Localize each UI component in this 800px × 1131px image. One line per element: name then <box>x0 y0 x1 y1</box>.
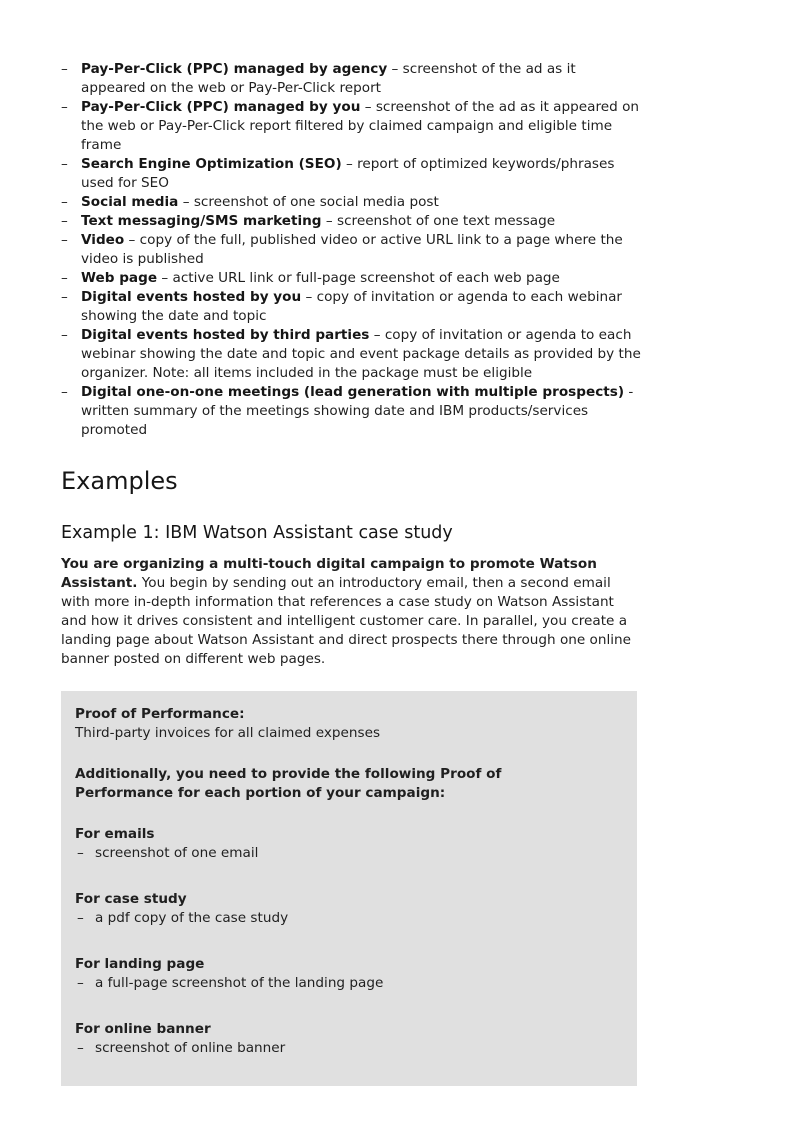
proof-group-title: For landing page <box>75 956 205 972</box>
list-item <box>61 155 641 193</box>
dash-bullet: – <box>61 270 68 286</box>
proof-group-title: For online banner <box>75 1021 211 1037</box>
list-item-description: – screenshot of the ad as it appeared on the web or Pay-Per-Click report filtered by claimed campaign and eligible time frame <box>81 99 639 153</box>
list-item-term: Digital one-on-one meetings (lead generation with multiple prospects) <box>81 384 625 400</box>
proof-heading: Proof of Performance: <box>75 706 245 722</box>
list-item <box>61 288 641 326</box>
list-item <box>61 231 641 269</box>
dash-bullet: – <box>77 910 84 926</box>
list-item-description: – screenshot of the ad as it appeared on the web or Pay-Per-Click report <box>81 61 576 96</box>
dash-bullet: – <box>61 61 68 77</box>
dash-bullet: – <box>61 289 68 305</box>
dash-bullet: – <box>61 99 68 115</box>
list-item-description: – copy of the full, published video or active URL link to a page where the video is published <box>81 232 623 267</box>
proof-group-item-text: a full-page screenshot of the landing page <box>95 975 384 991</box>
proof-group-emails <box>75 825 623 863</box>
list-item-term: Web page <box>81 270 158 286</box>
dash-bullet: – <box>61 384 68 400</box>
dash-bullet: – <box>77 1040 84 1056</box>
proof-group-item <box>75 1039 623 1058</box>
list-item-term: Text messaging/SMS marketing <box>81 213 322 229</box>
list-item-term: Digital events hosted by third parties <box>81 327 370 343</box>
proof-group-item-text: screenshot of one email <box>95 845 259 861</box>
list-item-term: Digital events hosted by you <box>81 289 302 305</box>
list-item-term: Pay-Per-Click (PPC) managed by you <box>81 99 361 115</box>
list-item-description: – copy of invitation or agenda to each webinar showing the date and topic and event package details as provided by the organizer. Note: all items included in the package must be eligible <box>81 327 641 381</box>
list-item-description: – copy of invitation or agenda to each webinar showing the date and topic <box>81 289 623 324</box>
list-item-term: Video <box>81 232 125 248</box>
proof-group-case-study <box>75 890 623 928</box>
list-item <box>61 269 641 288</box>
list-item <box>61 383 641 440</box>
list-item-description: – active URL link or full-page screenshot of each web page <box>157 270 560 286</box>
section-title: Examples <box>61 467 178 495</box>
dash-bullet: – <box>61 156 68 172</box>
list-item-term: Social media <box>81 194 179 210</box>
proof-group-title: For emails <box>75 826 155 842</box>
proof-group-title: For case study <box>75 891 187 907</box>
proof-group-landing-page <box>75 955 623 993</box>
dash-bullet: – <box>77 975 84 991</box>
proof-group-online-banner <box>75 1020 623 1058</box>
list-item <box>61 193 641 212</box>
proof-group-item <box>75 974 623 993</box>
dash-bullet: – <box>77 845 84 861</box>
proof-group-item <box>75 909 623 928</box>
list-item-term: Search Engine Optimization (SEO) <box>81 156 342 172</box>
list-item-description: – screenshot of one text message <box>321 213 556 229</box>
list-item <box>61 326 641 383</box>
dash-bullet: – <box>61 232 68 248</box>
dash-bullet: – <box>61 194 68 210</box>
proof-subtext: Third-party invoices for all claimed expenses <box>75 725 381 741</box>
list-item-description: – report of optimized keywords/phrases used for SEO <box>81 156 615 191</box>
proof-group-item <box>75 844 623 863</box>
list-item-description: - written summary of the meetings showing date and IBM products/services promoted <box>81 384 634 438</box>
intro-lead-sentence: You are organizing a multi-touch digital campaign to promote Watson Assistant. <box>61 556 597 591</box>
dash-bullet: – <box>61 327 68 343</box>
list-item <box>61 98 641 155</box>
proof-requirements-list <box>61 60 641 440</box>
proof-group-item-text: screenshot of online banner <box>95 1040 286 1056</box>
intro-body: You begin by sending out an introductory email, then a second email with more in-depth information that references a case study on Watson Assistant and how it drives consistent and intelligent customer care. In parallel, you create a landing page about Watson Assistant and direct prospects there through one online banner posted on different web pages. <box>61 575 632 667</box>
proof-of-performance-box <box>61 691 637 1086</box>
additional-requirements-text: Additionally, you need to provide the following Proof of Performance for each portion of your campaign: <box>75 766 502 801</box>
example-intro-paragraph <box>61 555 641 669</box>
list-item-term: Pay-Per-Click (PPC) managed by agency <box>81 61 388 77</box>
list-item <box>61 60 641 98</box>
proof-group-item-text: a pdf copy of the case study <box>95 910 289 926</box>
list-item-description: – screenshot of one social media post <box>178 194 439 210</box>
list-item <box>61 212 641 231</box>
example-title: Example 1: IBM Watson Assistant case study <box>61 523 453 543</box>
dash-bullet: – <box>61 213 68 229</box>
document-page <box>61 60 641 1086</box>
